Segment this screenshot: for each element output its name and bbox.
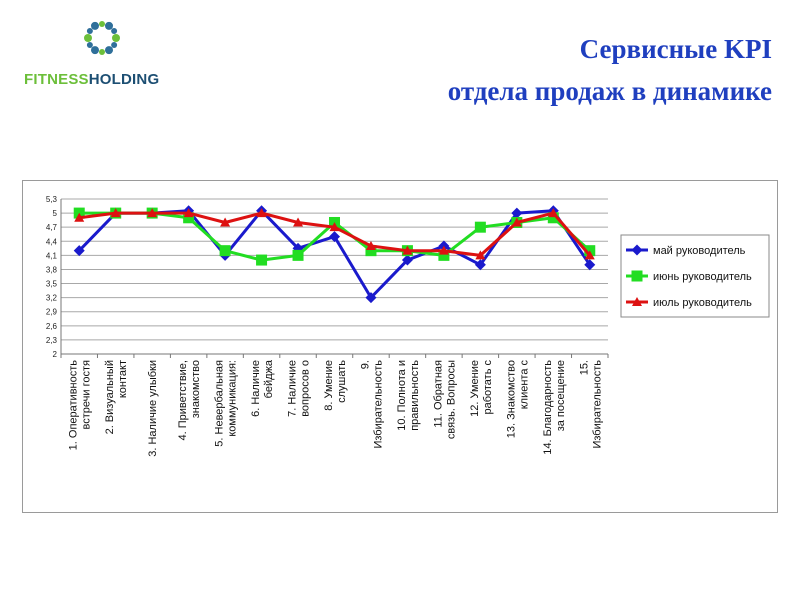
logo-dot [99,49,105,55]
y-tick-label: 3,5 [45,279,57,289]
logo-dot [111,28,117,34]
x-category-label: связь. Вопросы [445,360,458,440]
x-category-label: бейджа [263,360,276,399]
x-category-label: 2. Визуальный [104,360,117,435]
y-tick-label: 2 [52,350,57,359]
x-category-label: 4. Приветствие, [177,360,190,441]
y-tick-label: 2,9 [45,307,57,317]
x-category-label: контакт [117,360,130,399]
logo-dot [99,21,105,27]
logo-dot [105,46,113,54]
y-tick-label: 5,3 [45,195,57,204]
x-category-label: правильность [408,360,421,431]
x-category-label: 15. [578,360,591,376]
y-tick-label: 4,4 [45,237,57,247]
y-tick-label: 4,7 [45,223,57,233]
logo-wordmark [24,71,159,88]
logo-dot [91,22,99,30]
data-point-square [256,255,267,266]
kpi-line-chart [23,181,777,512]
logo-text-holding: HOLDING [88,71,160,88]
slide-title-line-1: Сервисные KPI [579,34,772,64]
kpi-chart-frame [22,180,778,513]
x-category-label: 8. Умение [323,360,335,411]
x-category-label: вопросов о [299,360,312,417]
x-category-label: 10. Полнота и [395,360,408,431]
logo-dot [105,22,113,30]
x-category-label: Избирательность [372,360,385,449]
x-category-label: 7. Наличие [286,360,299,417]
slide-title-line-2: отдела продаж в динамике [447,76,772,106]
x-category-label: 14. Благодарность [541,360,554,455]
x-category-label: 13. Знакомство [505,360,518,439]
y-tick-label: 3,2 [45,293,57,303]
y-tick-label: 4,1 [45,251,57,261]
x-category-label: 6. Наличие [250,360,263,417]
x-category-label: встречи гостя [80,360,93,430]
data-point-square [293,250,304,261]
data-point-square [475,222,486,233]
x-category-label: 5. Невербальная [213,360,226,447]
x-category-label: коммуникация: [226,360,239,437]
x-category-label: клиента с [518,360,531,410]
legend-label: июль руководитель [653,297,752,309]
logo-dot [91,46,99,54]
legend-marker [632,271,643,282]
x-category-label: работать с [481,360,494,415]
company-logo [10,16,190,88]
x-category-label: 3. Наличие улыбки [147,360,160,457]
x-category-label: 12. Умение [468,360,481,417]
y-tick-label: 2,6 [45,321,57,331]
y-tick-label: 3,8 [45,265,57,275]
y-tick-label: 2,3 [45,335,57,345]
x-category-label: 1. Оперативность [67,360,80,451]
logo-dot [87,42,93,48]
data-point-square [220,245,231,256]
legend-label: июнь руководитель [653,271,752,283]
x-category-label: слушать [336,360,348,403]
logo-dot [112,34,120,42]
logo-text-fitness: FITNESS [24,71,89,88]
x-category-label: знакомство [190,360,203,419]
logo-dot [87,28,93,34]
logo-dot [84,34,92,42]
x-category-label: 9. [359,360,372,370]
y-tick-label: 5 [52,209,57,219]
x-category-label: Избирательность [591,360,604,449]
x-category-label: 11. Обратная [432,360,445,428]
logo-dot [111,42,117,48]
slide-title [448,28,772,112]
legend-label: май руководитель [653,245,746,257]
x-category-label: за посещение [554,360,567,432]
